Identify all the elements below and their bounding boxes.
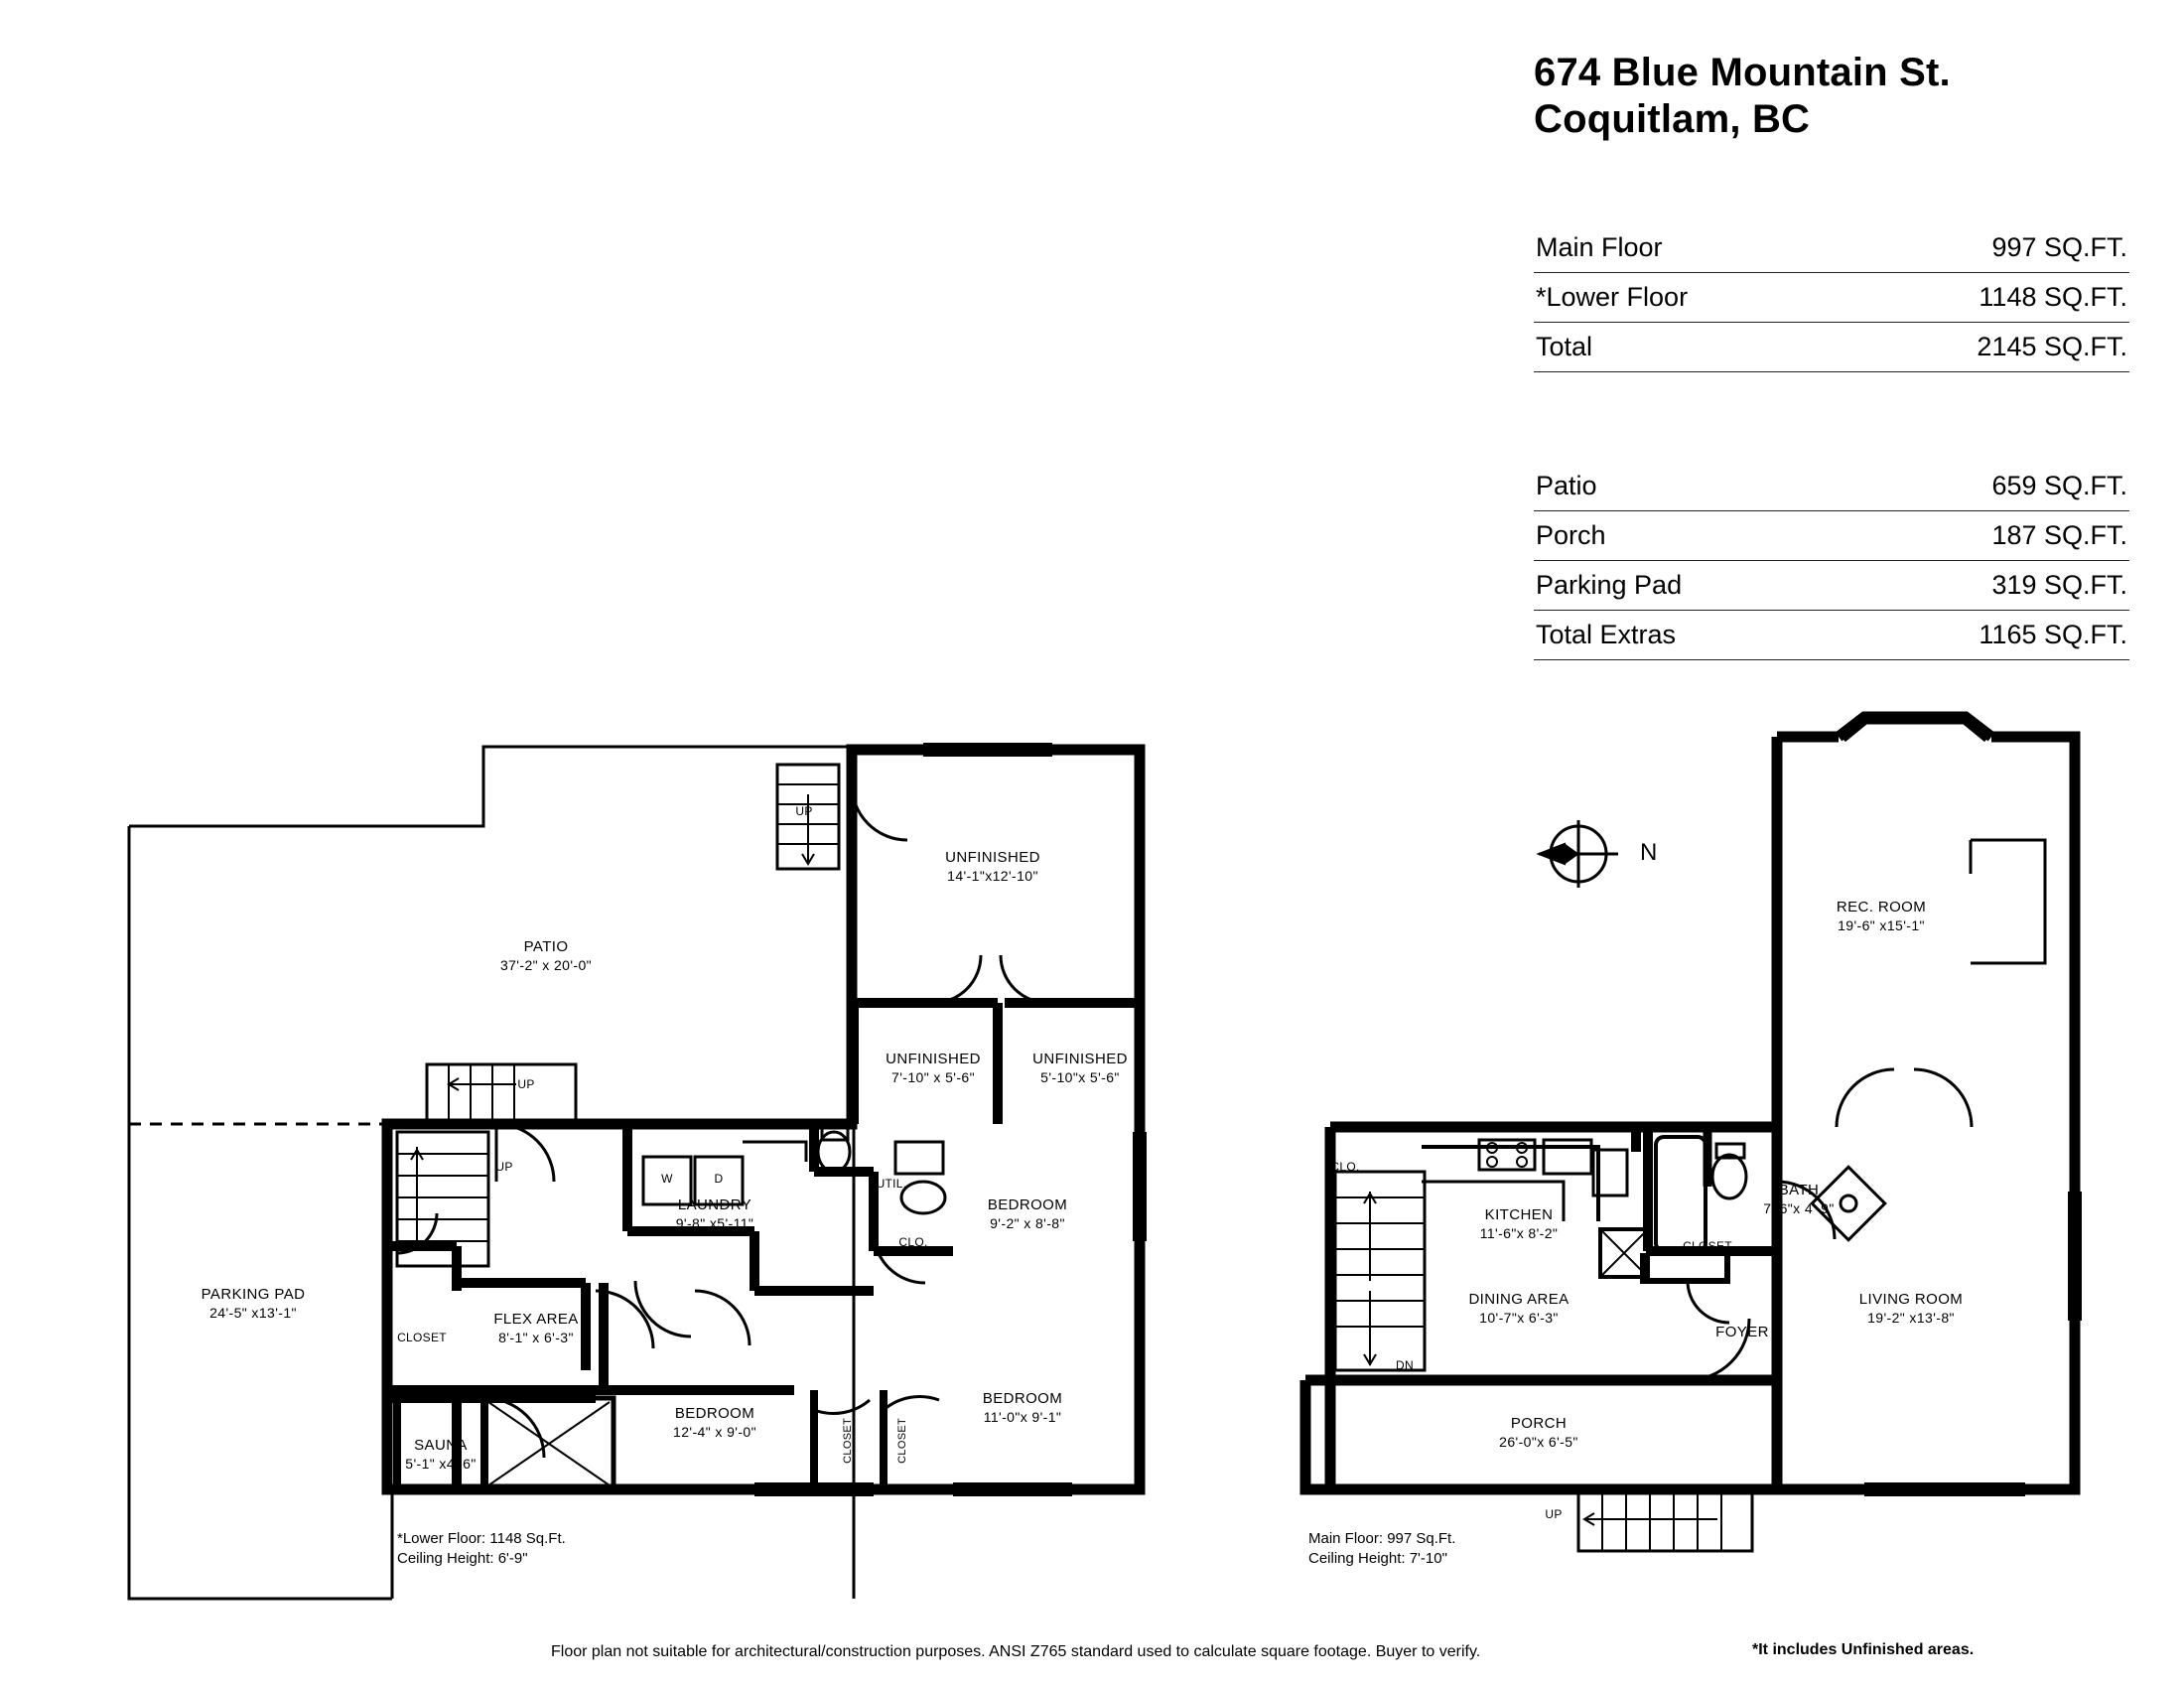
table-row (1534, 323, 2129, 372)
table-row (1534, 561, 2129, 611)
area-label: Porch (1534, 511, 1830, 561)
main-floor-caption: Main Floor: 997 Sq.Ft. Ceiling Height: 7'-10" (1308, 1530, 1456, 1568)
title-block (1534, 50, 2129, 143)
room-bedroom-lower-b: BEDROOM 12'-4" x 9'-0" (673, 1405, 756, 1440)
room-flex-area: FLEX AREA 8'-1" x 6'-3" (493, 1311, 579, 1345)
stair-down-label: DN (1396, 1358, 1414, 1372)
closet-flex-label: CLOSET (397, 1331, 447, 1344)
table-row (1534, 273, 2129, 323)
footer-unfinished-note: *It includes Unfinished areas. (1752, 1641, 1975, 1658)
room-living-room: LIVING ROOM 19'-2" x13'-8" (1858, 1291, 1964, 1326)
room-bedroom-lower-a: BEDROOM 9'-2" x 8'-8" (987, 1196, 1068, 1231)
table-row (1534, 611, 2129, 660)
area-value: 659 SQ.FT. (1830, 462, 2129, 511)
foyer-label: FOYER (1715, 1324, 1769, 1340)
room-rec-room: REC. ROOM 19'-6" x15'-1" (1836, 899, 1927, 933)
porch-stair-up-label: UP (1545, 1507, 1563, 1521)
area-label: Parking Pad (1534, 561, 1830, 611)
area-value: 2145 SQ.FT. (1833, 323, 2129, 372)
stair-up-label-interior: UP (495, 1160, 513, 1174)
area-value: 1165 SQ.FT. (1830, 611, 2129, 660)
area-value: 1148 SQ.FT. (1833, 273, 2129, 323)
dryer-label: D (714, 1172, 724, 1186)
room-unfinished-large: UNFINISHED 14'-1"x12'-10" (945, 849, 1040, 884)
room-dining-area: DINING AREA 10'-7"x 6'-3" (1468, 1291, 1570, 1326)
room-parking-pad: PARKING PAD 24'-5" x13'-1" (201, 1286, 306, 1321)
area-label: Main Floor (1534, 223, 1833, 273)
area-value: 187 SQ.FT. (1830, 511, 2129, 561)
area-value: 319 SQ.FT. (1830, 561, 2129, 611)
closet-hall-label: CLOSET (1683, 1239, 1732, 1253)
closet-kitchen-label: CLO. (1330, 1160, 1360, 1174)
closet-bedroom-a-label: CLOSET (842, 1418, 854, 1464)
closet-bedroom-b-label: CLOSET (896, 1418, 908, 1464)
table-row (1534, 462, 2129, 511)
closet-small-label: CLO. (898, 1235, 928, 1249)
room-patio: PATIO 37'-2" x 20'-0" (499, 938, 593, 973)
area-label: Total (1534, 323, 1833, 372)
stair-up-label-top: UP (795, 804, 813, 818)
stair-up-label-patio: UP (517, 1077, 535, 1091)
table-row (1534, 223, 2129, 273)
room-kitchen: KITCHEN 11'-6"x 8'-2" (1479, 1206, 1559, 1241)
room-bedroom-lower-c: BEDROOM 11'-0"x 9'-1" (982, 1390, 1063, 1425)
address-line-1: 674 Blue Mountain St. (1534, 51, 1951, 94)
area-label: Patio (1534, 462, 1830, 511)
area-label: Total Extras (1534, 611, 1830, 660)
room-sauna: SAUNA 5'-1" x4'-6" (405, 1437, 477, 1472)
area-value: 997 SQ.FT. (1833, 223, 2129, 273)
lower-floor-caption: *Lower Floor: 1148 Sq.Ft. Ceiling Height: 6'-9" (397, 1530, 566, 1568)
room-unfinished-b: UNFINISHED 5'-10"x 5'-6" (1032, 1051, 1128, 1085)
compass-north-icon: N (1640, 839, 1658, 866)
address-line-2: Coquitlam, BC (1534, 97, 1811, 142)
utility-label: UTIL. (876, 1177, 907, 1191)
area-summary-table (1534, 223, 2129, 372)
room-porch: PORCH 26'-0"x 6'-5" (1499, 1415, 1578, 1450)
room-laundry: LAUNDRY 9'-8" x5'-11" (675, 1196, 754, 1231)
table-row (1534, 511, 2129, 561)
footer-disclaimer: Floor plan not suitable for architectural/construction purposes. ANSI Z765 standard used to calculate square footage. Buyer to verify. (551, 1643, 1481, 1660)
room-bath: BATH 7'-6"x 4'-9" (1763, 1182, 1835, 1216)
washer-label: W (661, 1172, 673, 1186)
area-label: *Lower Floor (1534, 273, 1833, 323)
extras-summary-table (1534, 462, 2129, 660)
room-unfinished-a: UNFINISHED 7'-10" x 5'-6" (886, 1051, 981, 1085)
